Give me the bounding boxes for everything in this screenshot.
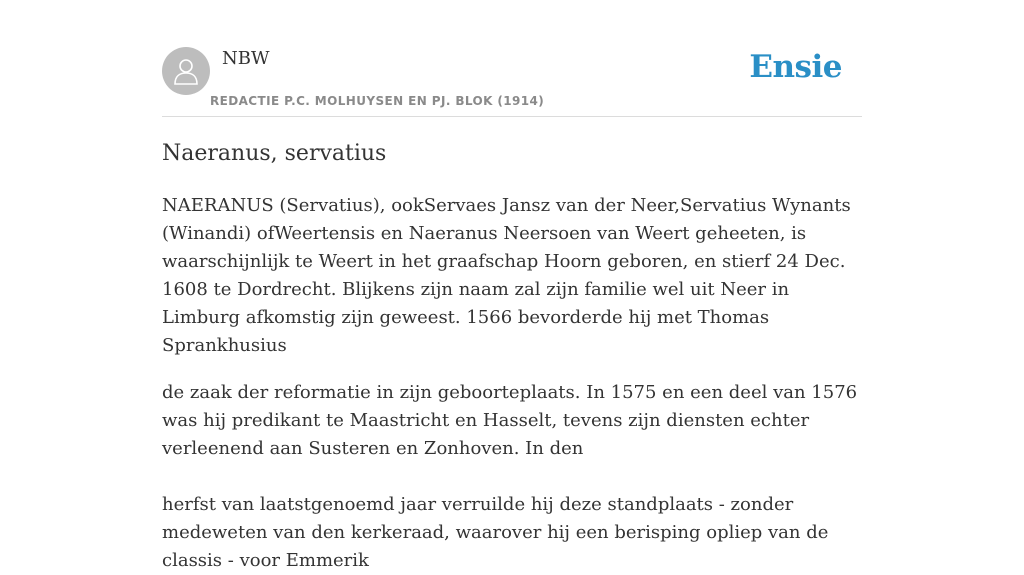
source-subtitle: REDACTIE P.C. MOLHUYSEN EN PJ. BLOK (1914) xyxy=(210,94,545,108)
ensie-logo[interactable]: Ensie xyxy=(749,49,842,85)
user-icon xyxy=(173,57,199,85)
avatar xyxy=(162,47,210,95)
article-paragraph: NAERANUS (Servatius), ookServaes Jansz van der Neer,Servatius Wynants (Winandi) ofWeertensis en Naeranus Neersoen van Weert geheeten, is waarschijnlijk te Weert in het graafschap Hoorn geboren, en stierf 24 Dec. 1608 te Dordrecht. Blijkens zijn naam zal zijn familie wel uit Neer in Limburg afkomstig zijn geweest. 1566 bevorderde hij met Thomas Sprankhusius xyxy=(162,195,851,356)
article-paragraph: herfst van laatstgenoemd jaar verruilde hij deze standplaats - zonder medeweten van den kerkeraad, waarover hij een berisping opliep van de classis - voor Emmerik xyxy=(162,494,829,571)
source-name[interactable]: NBW xyxy=(222,48,270,69)
article-paragraph: de zaak der reformatie in zijn geboorteplaats. In 1575 en een deel van 1576 was hij predikant te Maastricht en Hasselt, tevens zijn diensten echter verleenend aan Susteren en Zonhoven. In den xyxy=(162,382,858,459)
article-body xyxy=(162,192,867,575)
source-header xyxy=(162,46,862,117)
article-title: Naeranus, servatius xyxy=(162,141,387,166)
